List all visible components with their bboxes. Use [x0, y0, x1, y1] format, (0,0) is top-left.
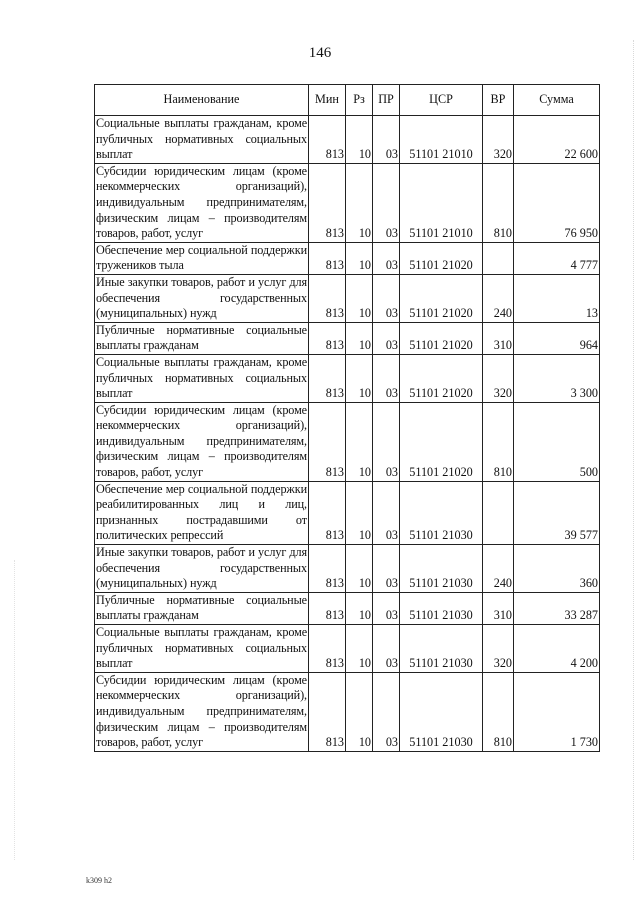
- row-vr: 810: [483, 163, 514, 242]
- row-vr: 320: [483, 625, 514, 673]
- row-vr: 810: [483, 402, 514, 481]
- row-min: 813: [309, 402, 346, 481]
- row-min: 813: [309, 163, 346, 242]
- row-csr: 51101 21010: [400, 116, 483, 164]
- row-vr: 810: [483, 672, 514, 751]
- row-pr: 03: [373, 625, 400, 673]
- row-name: Социальные выплаты гражданам, кроме публичных нормативных социальных выплат: [95, 354, 309, 402]
- header-pr: ПР: [373, 85, 400, 116]
- row-vr: [483, 242, 514, 274]
- budget-table: [94, 84, 600, 752]
- row-sum: 964: [514, 322, 600, 354]
- row-sum: 500: [514, 402, 600, 481]
- row-name: Субсидии юридическим лицам (кроме некоммерческих организаций), индивидуальным предпринимателям, физическим лицам – производителям товаров, работ, услуг: [95, 402, 309, 481]
- row-vr: 240: [483, 545, 514, 593]
- row-sum: 1 730: [514, 672, 600, 751]
- table-row: [95, 402, 600, 481]
- row-vr: [483, 481, 514, 544]
- row-pr: 03: [373, 116, 400, 164]
- table-row: [95, 592, 600, 624]
- row-pr: 03: [373, 545, 400, 593]
- row-vr: 310: [483, 322, 514, 354]
- table-row: [95, 322, 600, 354]
- row-name: Субсидии юридическим лицам (кроме некоммерческих организаций), индивидуальным предпринимателям, физическим лицам – производителям товаров, работ, услуг: [95, 672, 309, 751]
- row-rz: 10: [346, 592, 373, 624]
- header-csr: ЦСР: [400, 85, 483, 116]
- table-row: [95, 274, 600, 322]
- row-min: 813: [309, 322, 346, 354]
- row-csr: 51101 21020: [400, 242, 483, 274]
- table-row: [95, 354, 600, 402]
- row-name: Обеспечение мер социальной поддержки реабилитированных лиц и лиц, признанных пострадавшими от политических репрессий: [95, 481, 309, 544]
- row-min: 813: [309, 116, 346, 164]
- row-min: 813: [309, 354, 346, 402]
- row-rz: 10: [346, 672, 373, 751]
- row-csr: 51101 21030: [400, 672, 483, 751]
- row-vr: 320: [483, 354, 514, 402]
- row-pr: 03: [373, 322, 400, 354]
- row-min: 813: [309, 592, 346, 624]
- row-csr: 51101 21030: [400, 592, 483, 624]
- row-min: 813: [309, 481, 346, 544]
- page-number: 146: [308, 45, 332, 61]
- row-name: Публичные нормативные социальные выплаты гражданам: [95, 592, 309, 624]
- row-rz: 10: [346, 322, 373, 354]
- row-pr: 03: [373, 672, 400, 751]
- row-csr: 51101 21020: [400, 402, 483, 481]
- row-sum: 76 950: [514, 163, 600, 242]
- row-pr: 03: [373, 402, 400, 481]
- table-row: [95, 481, 600, 544]
- row-name: Иные закупки товаров, работ и услуг для обеспечения государственных (муниципальных) нужд: [95, 545, 309, 593]
- row-rz: 10: [346, 163, 373, 242]
- table-row: [95, 163, 600, 242]
- row-sum: 22 600: [514, 116, 600, 164]
- scan-edge-mark-left: [14, 560, 16, 860]
- row-sum: 33 287: [514, 592, 600, 624]
- row-min: 813: [309, 274, 346, 322]
- table-row: [95, 545, 600, 593]
- row-vr: 320: [483, 116, 514, 164]
- row-csr: 51101 21030: [400, 625, 483, 673]
- row-csr: 51101 21030: [400, 545, 483, 593]
- header-name: Наименование: [95, 85, 309, 116]
- row-name: Публичные нормативные социальные выплаты гражданам: [95, 322, 309, 354]
- row-min: 813: [309, 672, 346, 751]
- row-name: Обеспечение мер социальной поддержки тружеников тыла: [95, 242, 309, 274]
- table-row: [95, 625, 600, 673]
- row-rz: 10: [346, 625, 373, 673]
- row-sum: 4 200: [514, 625, 600, 673]
- row-sum: 360: [514, 545, 600, 593]
- row-pr: 03: [373, 242, 400, 274]
- row-csr: 51101 21020: [400, 274, 483, 322]
- row-min: 813: [309, 625, 346, 673]
- row-rz: 10: [346, 545, 373, 593]
- header-vr: ВР: [483, 85, 514, 116]
- table-header-row: [95, 85, 600, 116]
- row-vr: 310: [483, 592, 514, 624]
- row-name: Социальные выплаты гражданам, кроме публичных нормативных социальных выплат: [95, 625, 309, 673]
- row-name: Субсидии юридическим лицам (кроме некоммерческих организаций), индивидуальным предпринимателям, физическим лицам – производителям товаров, работ, услуг: [95, 163, 309, 242]
- row-pr: 03: [373, 592, 400, 624]
- row-name: Иные закупки товаров, работ и услуг для обеспечения государственных (муниципальных) нужд: [95, 274, 309, 322]
- table-row: [95, 242, 600, 274]
- row-rz: 10: [346, 242, 373, 274]
- row-csr: 51101 21010: [400, 163, 483, 242]
- row-pr: 03: [373, 481, 400, 544]
- table-row: [95, 116, 600, 164]
- row-csr: 51101 21020: [400, 322, 483, 354]
- row-sum: 3 300: [514, 354, 600, 402]
- header-min: Мин: [309, 85, 346, 116]
- header-rz: Рз: [346, 85, 373, 116]
- row-rz: 10: [346, 481, 373, 544]
- row-csr: 51101 21020: [400, 354, 483, 402]
- row-rz: 10: [346, 354, 373, 402]
- footer-code: k309 h2: [86, 876, 112, 885]
- row-sum: 39 577: [514, 481, 600, 544]
- row-rz: 10: [346, 116, 373, 164]
- row-rz: 10: [346, 402, 373, 481]
- table-row: [95, 672, 600, 751]
- header-sum: Сумма: [514, 85, 600, 116]
- row-min: 813: [309, 242, 346, 274]
- row-sum: 4 777: [514, 242, 600, 274]
- row-pr: 03: [373, 274, 400, 322]
- table-body: [95, 116, 600, 752]
- row-csr: 51101 21030: [400, 481, 483, 544]
- row-rz: 10: [346, 274, 373, 322]
- row-vr: 240: [483, 274, 514, 322]
- scan-edge-mark: [632, 40, 634, 860]
- row-pr: 03: [373, 163, 400, 242]
- row-pr: 03: [373, 354, 400, 402]
- row-sum: 13: [514, 274, 600, 322]
- row-min: 813: [309, 545, 346, 593]
- row-name: Социальные выплаты гражданам, кроме публичных нормативных социальных выплат: [95, 116, 309, 164]
